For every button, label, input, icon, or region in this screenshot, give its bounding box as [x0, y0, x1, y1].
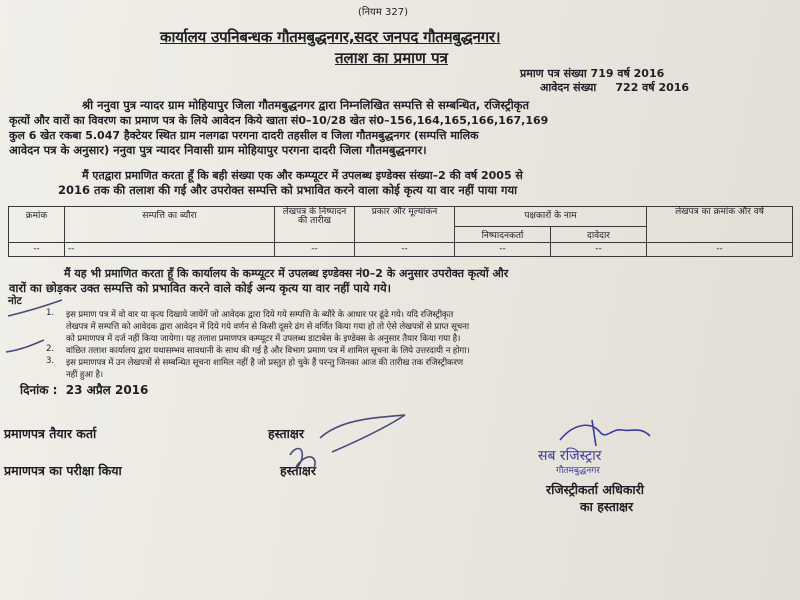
para1-line4: आवेदन पत्र के अनुसार) ननुवा पुत्र न्यादर निवासी ग्राम मोहियापुर परगना दादरी जिला गौतमबुद्धनगर।	[9, 143, 427, 157]
para1-line3: कुल 6 खेत रकबा 5.047 हैक्टेयर स्थित ग्राम नलगढा परगना दादरी तहसील व जिला गौतमबुद्धनगर (सम्पत्ति मालिक	[9, 129, 479, 142]
cell-executant: --	[455, 243, 551, 257]
checked-by-label: प्रमाणपत्र का परीक्षा किया	[4, 463, 122, 478]
note3-number: 3.	[46, 356, 54, 366]
para3-line2: वारों का छोड़कर उक्त सम्पत्ति को प्रभावित करने वाले कोई अन्य कृत्य या वार नहीं पाये गये।	[9, 281, 392, 295]
cell-nature-value: --	[355, 243, 455, 257]
officer-signature-label: का हस्ताक्षर	[580, 499, 634, 514]
note1-line1: इस प्रमाण पत्र में वो वार या कृत्य दिखाये जायेंगें जो आवेदक द्वारा दिये गये सम्पत्ति के ब्यौरे के आधार पर ढूंढे गये। यदि रजिस्ट्रीकृत	[66, 310, 454, 320]
para3-line1: मैं यह भी प्रमाणित करता हूँ कि कार्यालय के कम्प्यूटर में उपलब्ध इण्डेक्स नं0–2 के अनुसार उपरोक्त कृत्यों और	[64, 267, 509, 280]
col-nature-value: प्रकार और मूल्यांकन	[355, 207, 455, 243]
stamp-line2: गौतमबुद्धनगर	[556, 466, 600, 476]
note2-number: 2.	[46, 344, 54, 354]
cell-deed-number: --	[647, 243, 793, 257]
col-deed-number: लेखपत्र का क्रमांक और वर्ष	[647, 207, 793, 243]
officer-signature-scribble	[560, 420, 650, 446]
prepared-by-label: प्रमाणपत्र तैयार कर्ता	[4, 426, 97, 441]
cell-claimant: --	[551, 243, 647, 257]
rule-number: (नियम 327)	[358, 7, 408, 18]
cell-serial: --	[9, 243, 65, 257]
note1-line3: को प्रमाणपत्र में दर्ज नहीं किया जायेगा। यह तलाश प्रमाणपत्र कम्प्यूटर में उपलब्ध डाटाबेस के इण्डेक्स के अनुसार तैयार किया गया है।	[66, 334, 461, 344]
col-execution-date: लेखपत्र के निष्पादन की तारीख	[275, 207, 355, 243]
col-parties: पक्षकारों के नाम	[455, 207, 647, 227]
application-number: आवेदन संख्या 722 वर्ष 2016	[540, 81, 690, 94]
office-title: कार्यालय उपनिबन्धक गौतमबुद्धनगर,सदर जनपद गौतमबुद्धनगर।	[160, 28, 501, 46]
cell-execution-date: --	[275, 243, 355, 257]
col-claimant: दावेदार	[551, 227, 647, 243]
officer-title: रजिस्ट्रीकर्ता अधिकारी	[546, 482, 645, 497]
note1-number: 1.	[46, 308, 54, 318]
col-serial: क्रमांक	[9, 207, 65, 243]
signature-label-2: हस्ताक्षर	[280, 463, 316, 478]
note2-line1: वांछित तलाश कार्यालय द्वारा यथासम्भव सावधानी के साथ की गई है और विभाग प्रमाण पत्र में शामिल सूचना के लिये उत्तरदायी न होगा।	[66, 346, 470, 356]
para2-line2: 2016 तक की तलाश की गई और उपरोक्त सम्पत्ति को प्रभावित करने वाला कोई कृत्य या वार नहीं पाया गया	[58, 183, 518, 197]
note-tick-1	[8, 300, 62, 316]
certificate-title: तलाश का प्रमाण पत्र	[335, 49, 448, 67]
col-executant: निष्पादनकर्ता	[455, 227, 551, 243]
note3-line1: इस प्रमाणपत्र में उन लेखपत्रों से सम्बन्धित सूचना शामिल नहीं है जो प्रस्तुत हो चुके हैं परन्तु जिनका आज की तारीख तक रजिस्ट्रीकरण	[66, 358, 463, 368]
cell-property: --	[65, 243, 275, 257]
para1-line1: श्री ननुवा पुत्र न्यादर ग्राम मोहियापुर जिला गौतमबुद्धनगर द्वारा निम्नलिखित सम्पत्ति से सम्बन्धित, रजिस्ट्रीकृत	[82, 98, 530, 112]
issue-date: दिनांक : 23 अप्रैल 2016	[20, 383, 149, 397]
note1-line2: लेखपत्र में सम्पत्ति को आवेदक द्वारा आवेदन में दिये गये वर्णन से किसी दूसरे ढंग से वर्णित किया गया हो तो ऐसे लेखपत्रों से प्राप्त सूचना	[66, 322, 469, 332]
signature-label-1: हस्ताक्षर	[268, 426, 304, 441]
note3-line2: नहीं हुआ है।	[66, 370, 103, 380]
stamp-line1: सब रजिस्ट्रार	[538, 448, 602, 464]
para2-line1: मैं एतद्वारा प्रमाणित करता हूँ कि बही संख्या एक और कम्प्यूटर में उपलब्ध इण्डेक्स संख्या–2 की वर्ष 2005 से	[82, 169, 523, 182]
para1-line2: कृत्यों और वारों का विवरण का प्रमाण पत्र के लिये आवेदन किये खाता सं0–10/28 खेत सं0–156,164,165,166,167,169	[9, 114, 549, 127]
note-tick-2	[6, 340, 44, 352]
col-property: सम्पत्ति का ब्यौरा	[65, 207, 275, 243]
signature-scribble-1	[320, 415, 405, 452]
signature-scribble-2	[290, 449, 315, 468]
notes-heading: नोट	[8, 295, 22, 307]
certificate-number: प्रमाण पत्र संख्या 719 वर्ष 2016	[520, 67, 665, 80]
